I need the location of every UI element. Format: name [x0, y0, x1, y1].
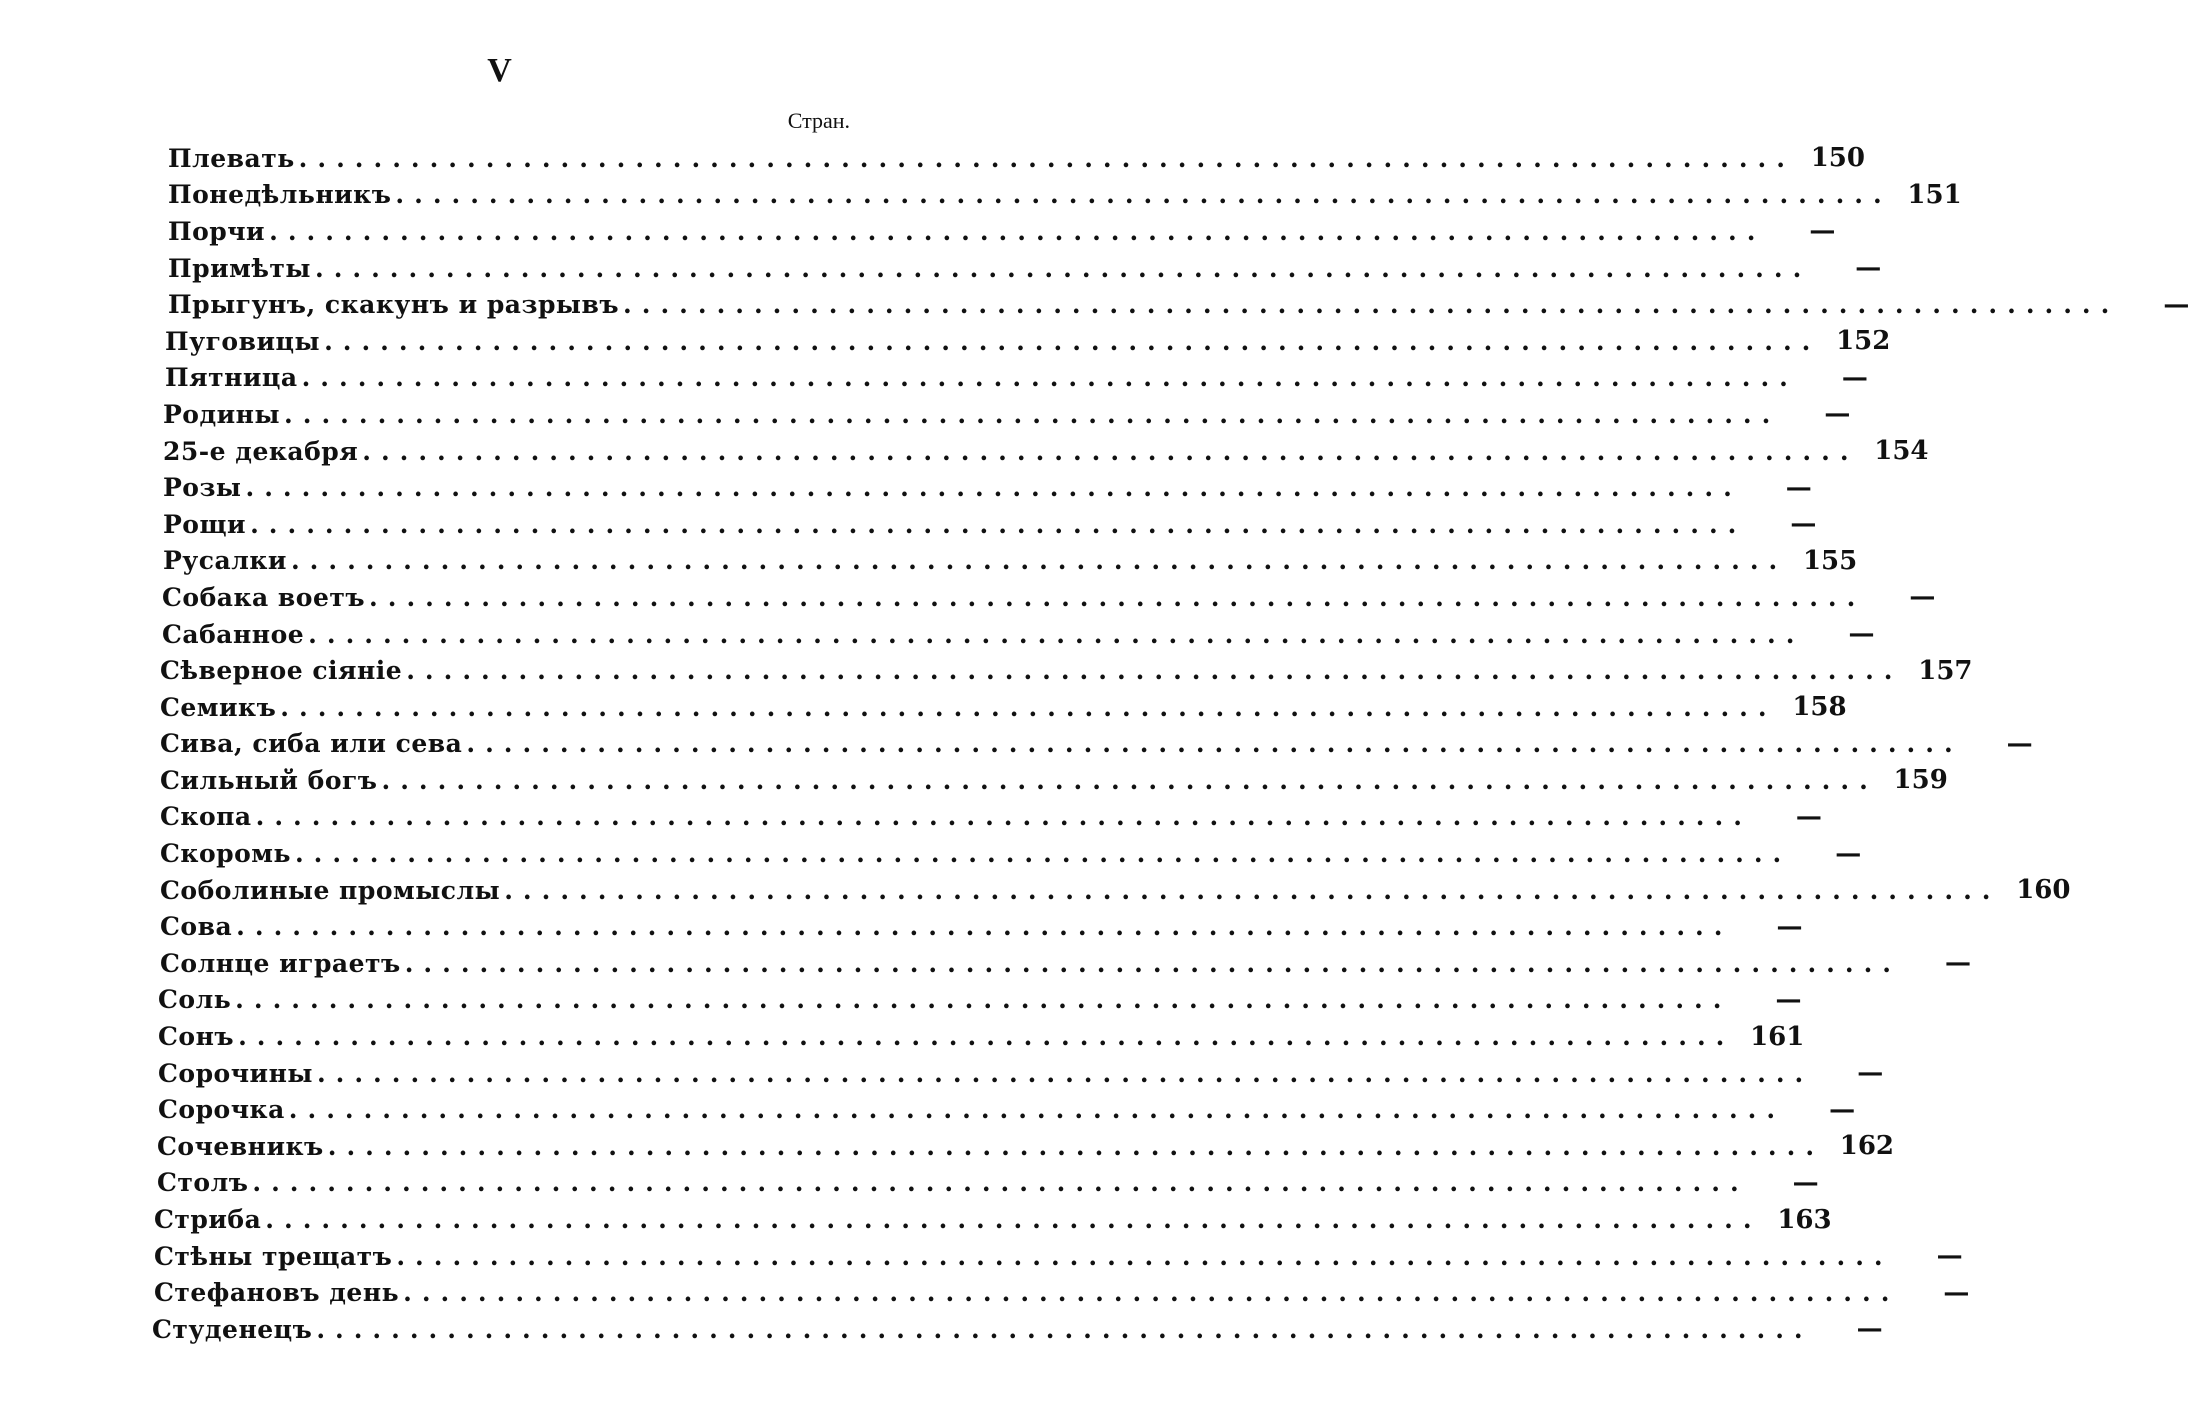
toc-entry: [0, 872, 2071, 909]
dot-leader: ................................................................................: [308, 619, 1805, 649]
table-of-contents: [0, 140, 2189, 1348]
toc-entry-title: Стриба: [154, 1205, 262, 1235]
dot-leader: ................................................................................: [245, 473, 1742, 503]
toc-entry-title: Скоромь: [160, 839, 291, 869]
toc-entry: [0, 726, 2033, 763]
toc-entry-title: Сѣверное сіяніе: [160, 656, 403, 686]
toc-entry-title: Собака воетъ: [162, 582, 366, 612]
dot-leader: ................................................................................: [265, 1205, 1762, 1235]
toc-entry-page: 154: [1874, 436, 1929, 467]
toc-entry: [0, 1201, 1832, 1238]
toc-entry-title: Скопа: [160, 802, 252, 832]
toc-entry: [0, 250, 1882, 287]
toc-entry: [0, 323, 1891, 360]
dot-leader: ................................................................................: [381, 765, 1878, 795]
dot-leader: ................................................................................: [288, 1095, 1786, 1125]
toc-entry: [0, 579, 1936, 616]
dot-leader: ................................................................................: [369, 582, 1866, 612]
toc-entry-page: 163: [1777, 1204, 1832, 1235]
toc-entry-page: 152: [1836, 326, 1891, 357]
dot-leader: ................................................................................: [316, 1058, 1814, 1088]
toc-entry-page: —: [1848, 619, 1875, 650]
toc-entry-title: Солнце играетъ: [160, 948, 401, 978]
dot-leader: ................................................................................: [255, 802, 1752, 832]
toc-entry: [0, 1274, 1970, 1311]
dot-leader: ................................................................................: [406, 656, 1903, 686]
toc-entry-page: —: [1785, 472, 1812, 503]
toc-entry: [0, 177, 1962, 214]
toc-entry-page: —: [1795, 801, 1822, 832]
toc-entry: [0, 1165, 1819, 1202]
dot-leader: ................................................................................: [404, 948, 1901, 978]
toc-entry: [0, 1018, 1805, 1055]
toc-entry-title: Сонъ: [158, 1022, 235, 1052]
toc-entry: [0, 543, 1858, 580]
toc-entry-title: Сабанное: [162, 619, 305, 649]
toc-entry-title: Сочевникъ: [157, 1131, 324, 1161]
toc-entry-title: Рощи: [163, 509, 247, 539]
toc-entry-page: —: [1824, 399, 1851, 430]
toc-entry-page: —: [1855, 253, 1882, 284]
toc-entry-title: Родины: [163, 399, 281, 429]
page-column-header: Стран.: [787, 108, 850, 133]
toc-entry-page: 162: [1839, 1131, 1895, 1162]
dot-leader: ................................................................................: [252, 1168, 1749, 1198]
dot-leader: ................................................................................: [269, 216, 1766, 246]
toc-entry: [0, 213, 1836, 250]
toc-entry-page: —: [1909, 582, 1936, 613]
toc-entry-page: —: [1809, 216, 1836, 247]
dot-leader: ................................................................................: [403, 1278, 1900, 1308]
toc-entry: [0, 835, 1862, 872]
toc-entry-title: Соль: [158, 985, 232, 1015]
dot-leader: ................................................................................: [284, 399, 1781, 429]
toc-entry-page: —: [1829, 1094, 1856, 1125]
toc-entry-title: Семикъ: [160, 692, 277, 722]
toc-entry: [0, 945, 1971, 982]
toc-entry-page: 155: [1802, 545, 1858, 576]
toc-entry-page: —: [1943, 1277, 1970, 1308]
toc-entry: [0, 762, 1948, 799]
toc-entry-page: —: [1790, 509, 1817, 540]
toc-entry-page: 159: [1893, 765, 1948, 796]
toc-entry: [0, 286, 2189, 323]
page-number: V: [487, 52, 513, 89]
toc-entry: [0, 469, 1812, 506]
toc-entry-title: Столъ: [157, 1168, 249, 1198]
toc-entry-page: —: [1835, 838, 1862, 869]
dot-leader: ................................................................................: [301, 363, 1798, 393]
dot-leader: ................................................................................: [235, 985, 1732, 1015]
dot-leader: ................................................................................: [324, 326, 1821, 356]
toc-entry-title: Русалки: [163, 546, 287, 576]
toc-entry-page: —: [2006, 728, 2033, 759]
toc-entry: [0, 360, 1868, 397]
toc-entry: [0, 908, 1803, 945]
toc-entry-page: —: [1841, 362, 1868, 393]
toc-entry: [0, 982, 1802, 1019]
toc-entry: [0, 396, 1851, 433]
toc-entry-title: 25-е декабря: [163, 436, 359, 466]
toc-entry-title: Прыгунъ, скакунъ и разрывъ: [168, 290, 620, 320]
toc-entry-title: Сорочины: [158, 1058, 313, 1088]
dot-leader: ................................................................................: [395, 180, 1892, 210]
toc-entry-title: Сова: [160, 912, 233, 942]
toc-entry-page: —: [1792, 1167, 1819, 1198]
toc-entry-page: 157: [1918, 655, 1973, 686]
toc-entry-title: Стѣны трещатъ: [154, 1241, 393, 1271]
toc-entry-title: Порчи: [168, 216, 266, 246]
dot-leader: ................................................................................: [362, 436, 1859, 466]
dot-leader: ................................................................................: [396, 1241, 1893, 1271]
toc-entry-page: 151: [1907, 179, 1962, 210]
dot-leader: ................................................................................: [314, 253, 1812, 283]
toc-entry-page: —: [1857, 1058, 1884, 1089]
toc-entry-title: Стефановъ день: [154, 1278, 400, 1308]
toc-entry-page: 160: [2016, 875, 2071, 906]
dot-leader: ................................................................................: [238, 1022, 1735, 1052]
toc-entry: [0, 1238, 1963, 1275]
toc-entry-page: —: [1936, 1241, 1963, 1272]
dot-leader: ................................................................................: [327, 1131, 1825, 1161]
toc-entry: [0, 506, 1817, 543]
toc-entry: [0, 140, 1865, 177]
toc-entry: [0, 616, 1875, 653]
toc-entry-title: Сорочка: [158, 1095, 285, 1125]
toc-entry-title: Соболиные промыслы: [160, 875, 501, 905]
toc-entry-page: 161: [1750, 1021, 1805, 1052]
dot-leader: ................................................................................: [294, 839, 1792, 869]
dot-leader: ................................................................................: [316, 1314, 1813, 1344]
toc-entry-title: Сива, сиба или сева: [160, 729, 463, 759]
toc-entry-page: —: [1776, 911, 1803, 942]
toc-entry: [0, 1055, 1884, 1092]
toc-entry-page: —: [1856, 1314, 1883, 1345]
toc-entry-title: Плевать: [168, 143, 295, 173]
toc-entry-title: Пятница: [165, 363, 298, 393]
dot-leader: ................................................................................: [623, 290, 2120, 320]
toc-entry: [0, 652, 1973, 689]
toc-entry: [0, 1091, 1856, 1128]
dot-leader: ................................................................................: [280, 692, 1777, 722]
toc-entry-title: Розы: [163, 473, 242, 503]
toc-entry: [0, 1128, 1895, 1165]
toc-entry-page: 150: [1810, 143, 1865, 174]
dot-leader: ................................................................................: [290, 546, 1788, 576]
toc-entry: [0, 799, 1822, 836]
toc-entry-title: Студенецъ: [152, 1314, 313, 1344]
toc-entry-page: —: [1775, 984, 1802, 1015]
toc-entry-title: Понедѣльникъ: [168, 180, 392, 210]
toc-entry-title: Сильный богъ: [160, 765, 378, 795]
toc-entry-page: 158: [1792, 692, 1847, 723]
toc-entry: [0, 433, 1929, 470]
dot-leader: ................................................................................: [236, 912, 1733, 942]
toc-entry-title: Пуговицы: [165, 326, 321, 356]
toc-entry-title: Примѣты: [168, 253, 311, 283]
toc-entry: [0, 1311, 1883, 1348]
dot-leader: ................................................................................: [504, 875, 2001, 905]
toc-entry-page: —: [1945, 948, 1971, 979]
toc-entry-page: —: [2163, 289, 2189, 320]
dot-leader: ................................................................................: [466, 729, 1963, 759]
dot-leader: ................................................................................: [298, 143, 1795, 173]
dot-leader: ................................................................................: [250, 509, 1747, 539]
toc-entry: [0, 689, 1847, 726]
